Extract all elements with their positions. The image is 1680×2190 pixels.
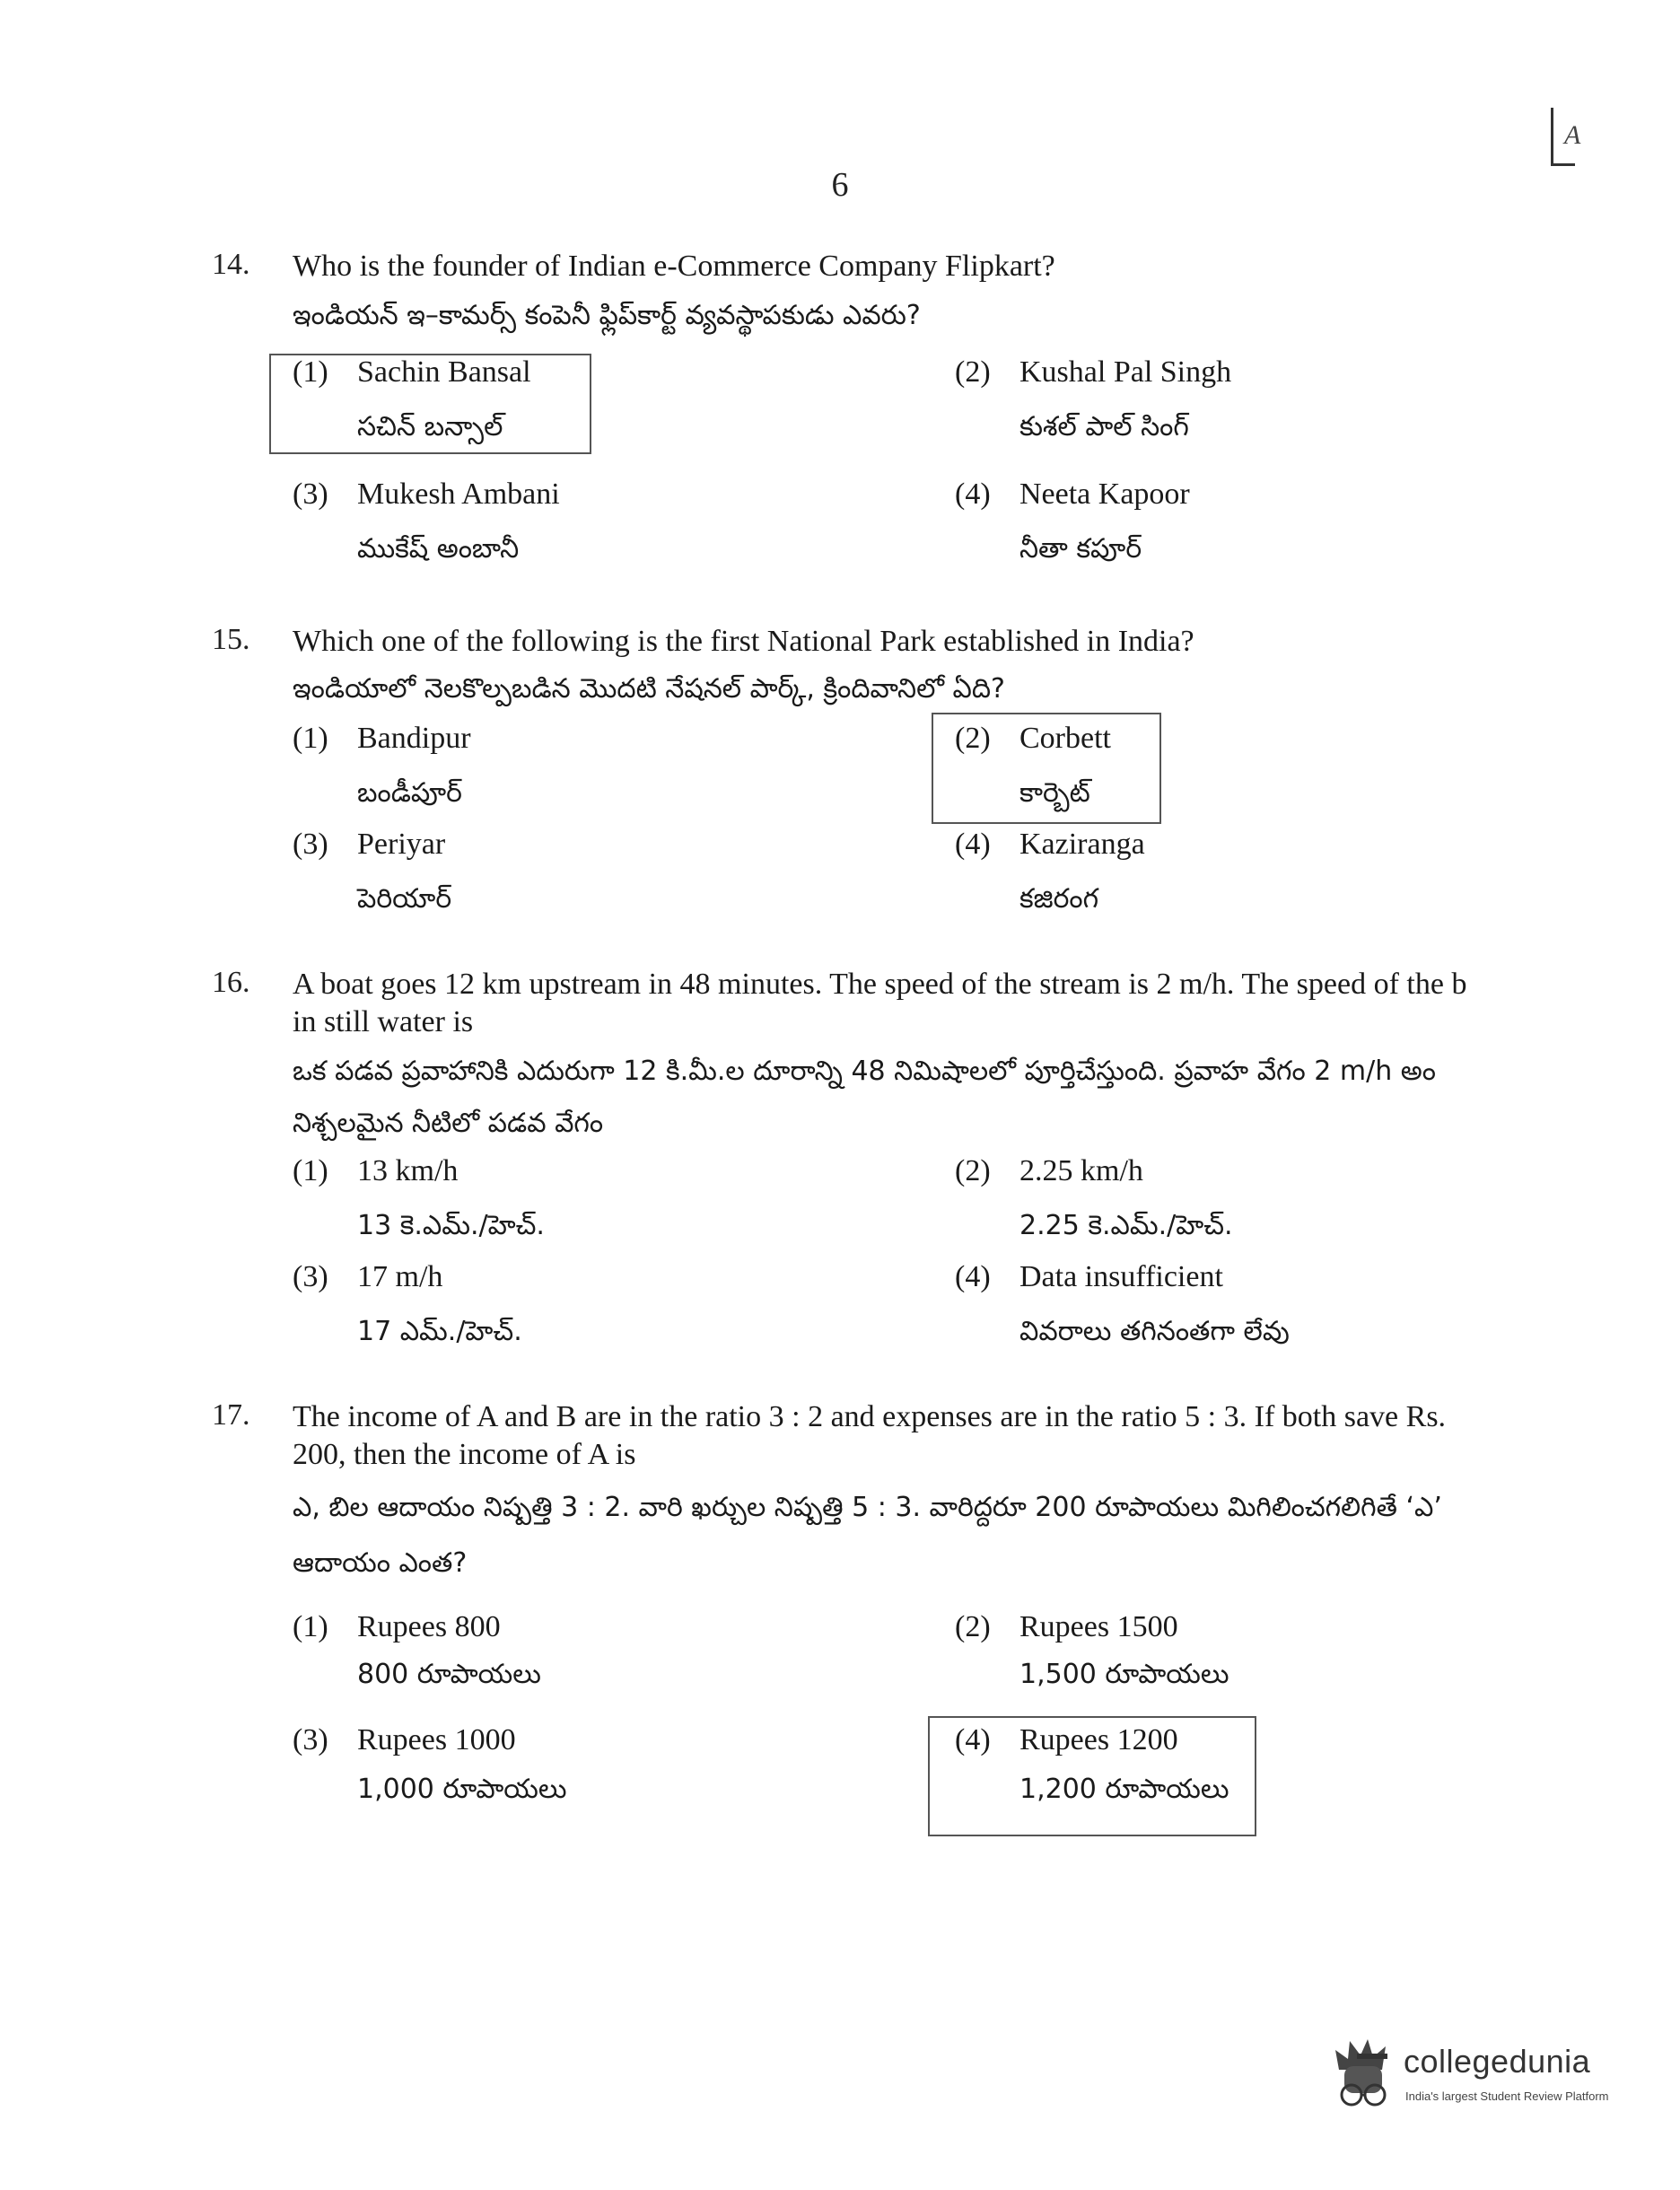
question-text-te: ఇండియాలో నెలకొల్పబడిన మొదటి నేషనల్ పార్క్, క్రిందివానిలో ఏది? (293, 673, 1005, 705)
question-text-te-line-2: నిశ్చలమైన నీటిలో పడవ వేగం (293, 1108, 604, 1139)
question-text-te: ఇండియన్ ఇ–కామర్స్ కంపెనీ ఫ్లిప్‌కార్ట్ వ్యవస్థాపకుడు ఎవరు? (293, 300, 921, 331)
option-4: (4) Kaziranga (955, 828, 1145, 861)
option-1-te: 800 రూపాయలు (357, 1659, 541, 1690)
option-2: (2) Rupees 1500 (955, 1610, 1178, 1643)
question-number: 15. (212, 623, 250, 656)
option-1-te: బండీపూర్ (357, 777, 462, 809)
option-4: (4) Neeta Kapoor (955, 477, 1190, 511)
option-2-te: 1,500 రూపాయలు (1019, 1659, 1229, 1690)
question-text-te-line-1: ఎ, బిల ఆదాయం నిష్పత్తి 3 : 2. వారి ఖర్చుల నిష్పత్తి 5 : 3. వారిద్దరూ 200 రూపాయలు మిగిలించగలిగితే ‘ఎ’ (293, 1492, 1442, 1523)
option-3-te: 17 ఎమ్./హెచ్. (357, 1316, 522, 1347)
collegedunia-watermark (1326, 2034, 1612, 2124)
question-text-en: Which one of the following is the first National Park established in India? (293, 625, 1194, 658)
option-2-te: 2.25 కె.ఎమ్./హెచ్. (1019, 1210, 1233, 1241)
question-text-en-line-1: A boat goes 12 km upstream in 48 minutes. The speed of the stream is 2 m/h. The speed of the b (293, 968, 1467, 1001)
brand-name: collegedunia (1404, 2043, 1591, 2080)
option-1: (1) 13 km/h (293, 1154, 459, 1187)
option-1: (1) Rupees 800 (293, 1610, 501, 1643)
question-text-en: Who is the founder of Indian e-Commerce Company Flipkart? (293, 250, 1055, 283)
question-number: 14. (212, 248, 250, 281)
brand-tagline: India's largest Student Review Platform (1405, 2089, 1609, 2103)
option-4-te: 1,200 రూపాయలు (1019, 1774, 1229, 1805)
option-4-te: నీతా కపూర్ (1019, 533, 1142, 565)
option-2: (2) Kushal Pal Singh (955, 355, 1232, 389)
question-number: 17. (212, 1398, 250, 1432)
option-3: (3) Mukesh Ambani (293, 477, 560, 511)
option-3-te: పెరియార్ (357, 883, 452, 915)
option-2-te: కార్బెట్ (1019, 777, 1090, 809)
option-3-te: 1,000 రూపాయలు (357, 1774, 567, 1805)
option-3-te: ముకేష్ అంబానీ (357, 533, 520, 565)
student-mascot-icon (1326, 2034, 1398, 2115)
option-2-te: కుశల్ పాల్ సింగ్ (1019, 411, 1189, 442)
option-3: (3) Rupees 1000 (293, 1723, 516, 1756)
option-3: (3) Periyar (293, 828, 446, 861)
page-number: 6 (831, 166, 849, 204)
option-4: (4) Data insufficient (955, 1260, 1223, 1293)
question-text-en-line-2: 200, then the income of A is (293, 1438, 636, 1471)
option-4-te: కజిరంగ (1019, 883, 1099, 915)
booklet-series-mark: A (1551, 108, 1575, 166)
question-text-en-line-2: in still water is (293, 1005, 474, 1038)
question-number: 16. (212, 966, 250, 999)
option-1: (1) Sachin Bansal (293, 355, 531, 389)
option-4: (4) Rupees 1200 (955, 1723, 1178, 1756)
question-text-te-line-2: ఆదాయం ఎంత? (293, 1547, 468, 1579)
option-2: (2) Corbett (955, 722, 1111, 755)
option-3: (3) 17 m/h (293, 1260, 443, 1293)
option-1: (1) Bandipur (293, 722, 471, 755)
question-text-te-line-1: ఒక పడవ ప్రవాహానికి ఎదురుగా 12 కి.మీ.ల దూరాన్ని 48 నిమిషాలలో పూర్తిచేస్తుంది. ప్రవాహ వేగం 2 m/h అం (293, 1056, 1436, 1087)
option-4-te: వివరాలు తగినంతగా లేవు (1019, 1316, 1290, 1347)
question-text-en-line-1: The income of A and B are in the ratio 3 : 2 and expenses are in the ratio 5 : 3. If both save Rs. (293, 1400, 1447, 1433)
option-1-te: 13 కె.ఎమ్./హెచ్. (357, 1210, 545, 1241)
option-2: (2) 2.25 km/h (955, 1154, 1143, 1187)
option-1-te: సచిన్ బన్సాల్ (357, 411, 503, 442)
